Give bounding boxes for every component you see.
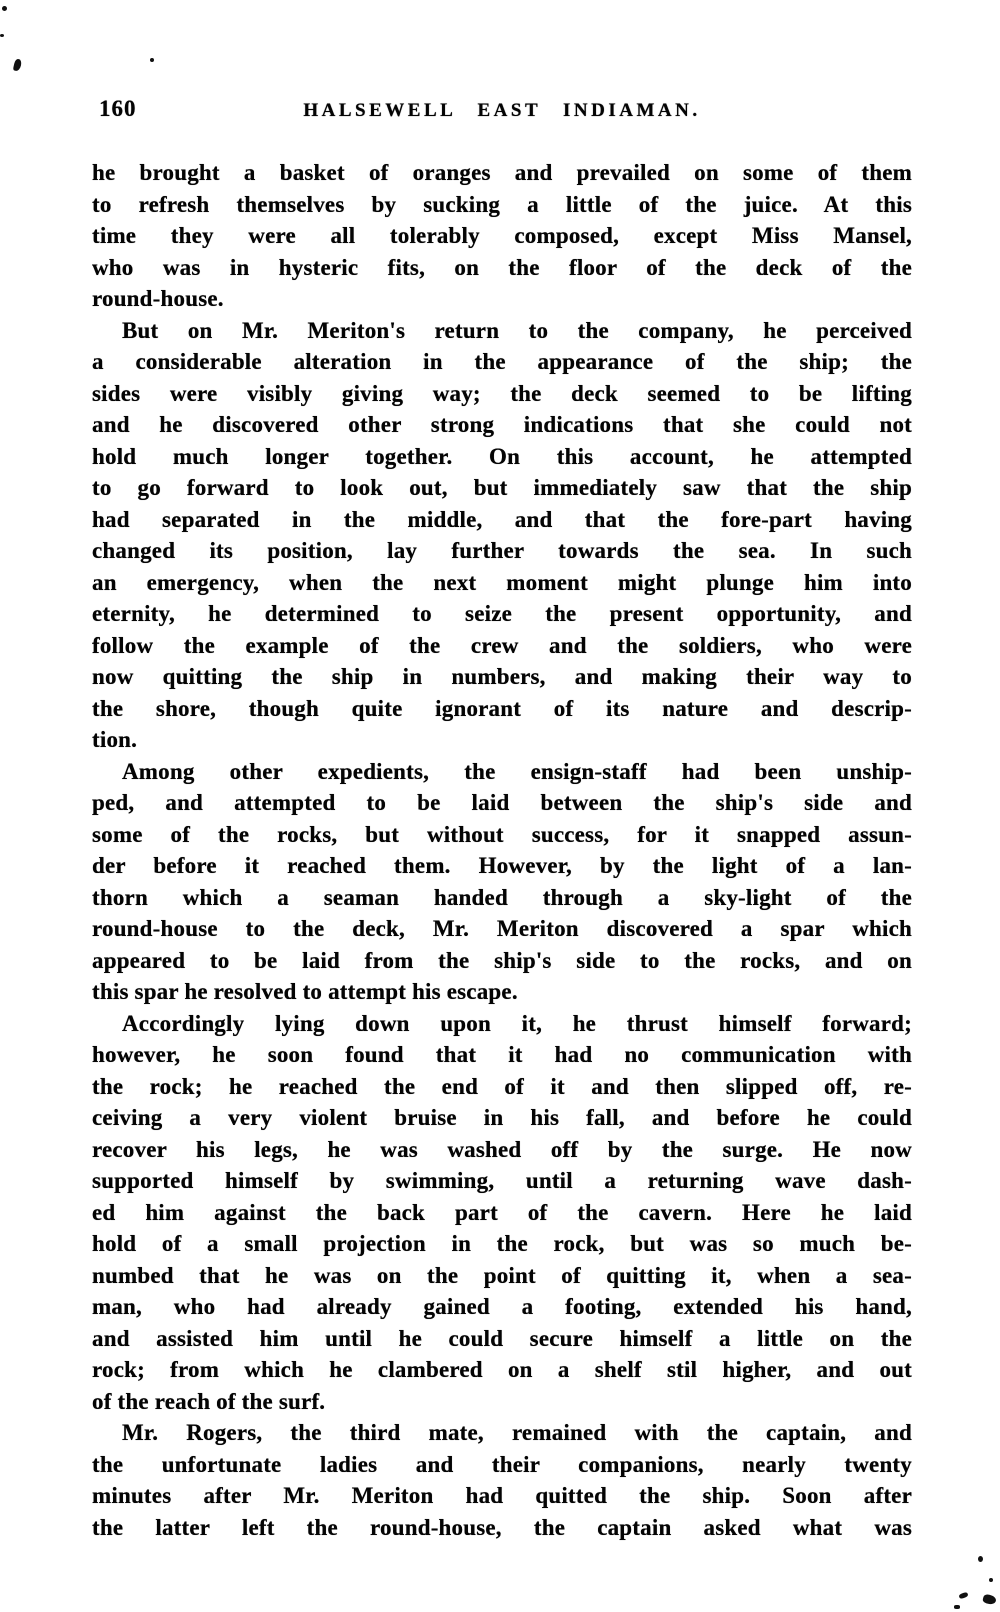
text-line: der before it reached them. However, by the light of a lan- <box>92 853 912 878</box>
text-line: minutes after Mr. Meriton had quitted the ship. Soon after <box>92 1483 912 1508</box>
text-line: an emergency, when the next moment might plunge him into <box>92 569 912 595</box>
text-line: the rock; he reached the end of it and then slipped off, re- <box>92 1073 912 1099</box>
page-body <box>92 157 912 1543</box>
scan-speckle <box>13 58 22 71</box>
text-line: a considerable alteration in the appearance of the ship; the <box>92 349 912 374</box>
text-line: hold much longer together. On this account, he attempted <box>92 443 912 469</box>
scan-speckle <box>989 1578 993 1582</box>
text-line: of the reach of the surf. <box>92 1388 326 1414</box>
text-line: man, who had already gained a footing, extended his hand, <box>92 1294 912 1319</box>
text-line: changed its position, lay further towards the sea. In such <box>92 538 912 563</box>
text-line: to refresh themselves by sucking a little of the juice. At this <box>92 191 912 217</box>
running-head: HALSEWELL EAST INDIAMAN. <box>303 100 701 121</box>
text-line: follow the example of the crew and the soldiers, who were <box>92 632 912 658</box>
text-line: who was in hysteric fits, on the floor of the deck of the <box>92 254 912 280</box>
text-line: ed him against the back part of the cavern. Here he laid <box>92 1199 912 1225</box>
text-line: he brought a basket of oranges and prevailed on some of them <box>92 160 912 185</box>
text-line: recover his legs, he was washed off by the surge. He now <box>92 1136 912 1162</box>
scan-speckle <box>954 1605 960 1609</box>
text-line: supported himself by swimming, until a returning wave dash- <box>92 1168 912 1193</box>
text-line: thorn which a seaman handed through a sky-light of the <box>92 884 912 910</box>
text-line: however, he soon found that it had no communication with <box>92 1042 912 1067</box>
scan-speckle <box>150 58 154 62</box>
text-line: had separated in the middle, and that the fore-part having <box>92 506 912 532</box>
text-line: sides were visibly giving way; the deck seemed to be lifting <box>92 380 912 406</box>
text-line: tion. <box>92 727 138 752</box>
scan-speckle <box>978 1556 983 1562</box>
page-number: 160 <box>99 96 137 121</box>
text-line: the shore, though quite ignorant of its nature and descrip- <box>92 695 912 721</box>
scan-speckle <box>0 34 4 37</box>
text-line: this spar he resolved to attempt his escape. <box>92 979 518 1004</box>
text-line: But on Mr. Meriton's return to the company, he perceived <box>122 317 912 343</box>
text-line: some of the rocks, but without success, for it snapped assun- <box>92 821 912 847</box>
scan-speckle <box>982 1593 997 1605</box>
text-line: ped, and attempted to be laid between the ship's side and <box>92 790 912 815</box>
text-line: round-house. <box>92 286 224 311</box>
text-line: to go forward to look out, but immediately saw that the ship <box>92 475 912 500</box>
text-line: round-house to the deck, Mr. Meriton discovered a spar which <box>92 916 912 941</box>
text-line: and assisted him until he could secure himself a little on the <box>92 1325 912 1351</box>
text-line: hold of a small projection in the rock, but was so much be- <box>92 1231 912 1256</box>
text-line: Mr. Rogers, the third mate, remained with the captain, and <box>122 1420 912 1445</box>
text-line: Among other expedients, the ensign-staff had been unship- <box>122 758 912 784</box>
text-line: time they were all tolerably composed, except Miss Mansel, <box>92 223 912 248</box>
text-line: eternity, he determined to seize the present opportunity, and <box>92 601 912 626</box>
text-line: the unfortunate ladies and their companions, nearly twenty <box>92 1451 912 1477</box>
scan-speckle <box>2 6 7 11</box>
text-line: rock; from which he clambered on a shelf stil higher, and out <box>92 1357 912 1382</box>
text-line: and he discovered other strong indications that she could not <box>92 412 912 437</box>
text-line: appeared to be laid from the ship's side to the rocks, and on <box>92 947 912 973</box>
text-line: numbed that he was on the point of quitting it, when a sea- <box>92 1262 912 1288</box>
text-line: the latter left the round-house, the captain asked what was <box>92 1514 912 1540</box>
scan-speckle <box>958 1592 968 1600</box>
text-line: now quitting the ship in numbers, and making their way to <box>92 664 912 689</box>
text-line: ceiving a very violent bruise in his fall, and before he could <box>92 1105 912 1130</box>
text-line: Accordingly lying down upon it, he thrust himself forward; <box>122 1010 912 1036</box>
